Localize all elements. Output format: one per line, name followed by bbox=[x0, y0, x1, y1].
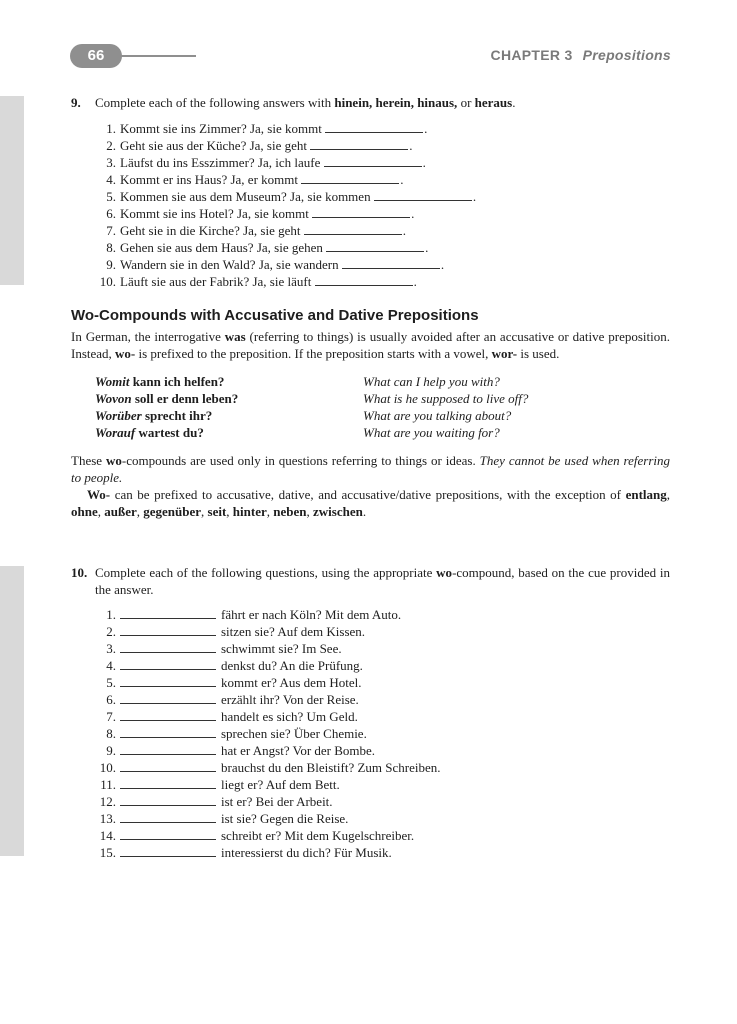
example-row: Worauf wartest du? What are you waiting for? bbox=[95, 425, 500, 440]
list-item: 6. erzählt ihr? Von der Reise. bbox=[106, 692, 359, 707]
list-item: 3. Läufst du ins Esszimmer? Ja, ich laufe . bbox=[106, 155, 426, 170]
example-list bbox=[71, 373, 670, 441]
answer-blank[interactable] bbox=[120, 845, 216, 857]
margin-bar-bottom bbox=[0, 566, 24, 856]
example-row: Wovon soll er denn leben? What is he supposed to live off? bbox=[95, 391, 529, 406]
chapter-label: CHAPTER 3 bbox=[490, 47, 573, 63]
example-row: Worüber sprecht ihr? What are you talking about? bbox=[95, 408, 512, 423]
list-item: 5. kommt er? Aus dem Hotel. bbox=[106, 675, 362, 690]
list-item: 5. Kommen sie aus dem Museum? Ja, sie kommen . bbox=[106, 189, 477, 204]
header-rule bbox=[120, 55, 196, 57]
answer-blank[interactable] bbox=[120, 607, 216, 619]
exercise-10-instruction: 10. Complete each of the following questions, using the appropriate wo-compound, based on the cue provided in the answer. bbox=[71, 565, 670, 597]
answer-blank[interactable] bbox=[325, 121, 423, 133]
list-item: 10. brauchst du den Bleistift? Zum Schreiben. bbox=[99, 760, 441, 775]
exercise-number: 9. bbox=[71, 95, 81, 110]
list-item: 2. sitzen sie? Auf dem Kissen. bbox=[106, 624, 366, 639]
answer-blank[interactable] bbox=[120, 777, 216, 789]
margin-bar-top bbox=[0, 96, 24, 285]
answer-blank[interactable] bbox=[301, 172, 399, 184]
list-item: 9. hat er Angst? Vor der Bombe. bbox=[106, 743, 376, 758]
chapter-topic: Prepositions bbox=[582, 47, 671, 63]
answer-blank[interactable] bbox=[315, 274, 413, 286]
paragraph-usage-note: These wo-compounds are used only in questions referring to things or ideas. They cannot be used when referring to people. bbox=[71, 453, 670, 485]
answer-blank[interactable] bbox=[120, 624, 216, 636]
list-item: 8. sprechen sie? Über Chemie. bbox=[106, 726, 367, 741]
list-item: 15. interessierst du dich? Für Musik. bbox=[99, 845, 392, 860]
answer-blank[interactable] bbox=[120, 709, 216, 721]
answer-blank[interactable] bbox=[326, 240, 424, 252]
answer-blank[interactable] bbox=[120, 675, 216, 687]
exercise-10 bbox=[71, 564, 670, 861]
answer-blank[interactable] bbox=[324, 155, 422, 167]
list-item: 14. schreibt er? Mit dem Kugelschreiber. bbox=[99, 828, 415, 843]
running-head bbox=[491, 47, 671, 63]
answer-blank[interactable] bbox=[120, 641, 216, 653]
list-item: 9. Wandern sie in den Wald? Ja, sie wandern . bbox=[106, 257, 445, 272]
answer-blank[interactable] bbox=[310, 138, 408, 150]
answer-blank[interactable] bbox=[304, 223, 402, 235]
list-item: 6. Kommt sie ins Hotel? Ja, sie kommt . bbox=[106, 206, 415, 221]
answer-blank[interactable] bbox=[374, 189, 472, 201]
answer-blank[interactable] bbox=[120, 692, 216, 704]
exercise-number: 10. bbox=[71, 565, 88, 580]
list-item: 4. denkst du? An die Prüfung. bbox=[106, 658, 363, 673]
list-item: 11. liegt er? Auf dem Bett. bbox=[100, 777, 340, 792]
list-item: 13. ist sie? Gegen die Reise. bbox=[99, 811, 349, 826]
list-item: 2. Geht sie aus der Küche? Ja, sie geht . bbox=[106, 138, 413, 153]
list-item: 10. Läuft sie aus der Fabrik? Ja, sie läuft . bbox=[99, 274, 417, 289]
answer-blank[interactable] bbox=[120, 760, 216, 772]
list-item: 1. fährt er nach Köln? Mit dem Auto. bbox=[106, 607, 402, 622]
exercise-9-items bbox=[71, 120, 670, 290]
section-heading: Wo-Compounds with Accusative and Dative Prepositions bbox=[71, 307, 479, 324]
answer-blank[interactable] bbox=[120, 828, 216, 840]
exercise-10-items bbox=[71, 606, 670, 861]
list-item: 3. schwimmt sie? Im See. bbox=[106, 641, 342, 656]
answer-blank[interactable] bbox=[120, 658, 216, 670]
exercise-9 bbox=[71, 94, 670, 290]
list-item: 12. ist er? Bei der Arbeit. bbox=[99, 794, 333, 809]
exercise-9-instruction: 9. Complete each of the following answers with hinein, herein, hinaus, or heraus. bbox=[71, 95, 516, 110]
list-item: 8. Gehen sie aus dem Haus? Ja, sie gehen . bbox=[106, 240, 429, 255]
answer-blank[interactable] bbox=[120, 726, 216, 738]
example-row: Womit kann ich helfen? What can I help you with? bbox=[95, 374, 500, 389]
intro-paragraph: In German, the interrogative was (referring to things) is usually avoided after an accusative or dative preposition. Instead, wo- is prefixed to the preposition. If the preposition starts with a vowel, wor- is used. bbox=[71, 329, 671, 361]
paragraph-exceptions: Wo- can be prefixed to accusative, dative, and accusative/dative prepositions, with the exception of entlang, ohne, außer, gegenüber, seit, hinter, neben, zwischen. bbox=[71, 487, 670, 519]
answer-blank[interactable] bbox=[312, 206, 410, 218]
answer-blank[interactable] bbox=[120, 743, 216, 755]
page-number: 66 bbox=[70, 44, 122, 68]
answer-blank[interactable] bbox=[120, 811, 216, 823]
answer-blank[interactable] bbox=[120, 794, 216, 806]
list-item: 7. Geht sie in die Kirche? Ja, sie geht . bbox=[106, 223, 406, 238]
wo-compounds-section bbox=[71, 307, 670, 520]
list-item: 1. Kommt sie ins Zimmer? Ja, sie kommt . bbox=[106, 121, 428, 136]
list-item: 7. handelt es sich? Um Geld. bbox=[106, 709, 358, 724]
answer-blank[interactable] bbox=[342, 257, 440, 269]
list-item: 4. Kommt er ins Haus? Ja, er kommt . bbox=[106, 172, 404, 187]
